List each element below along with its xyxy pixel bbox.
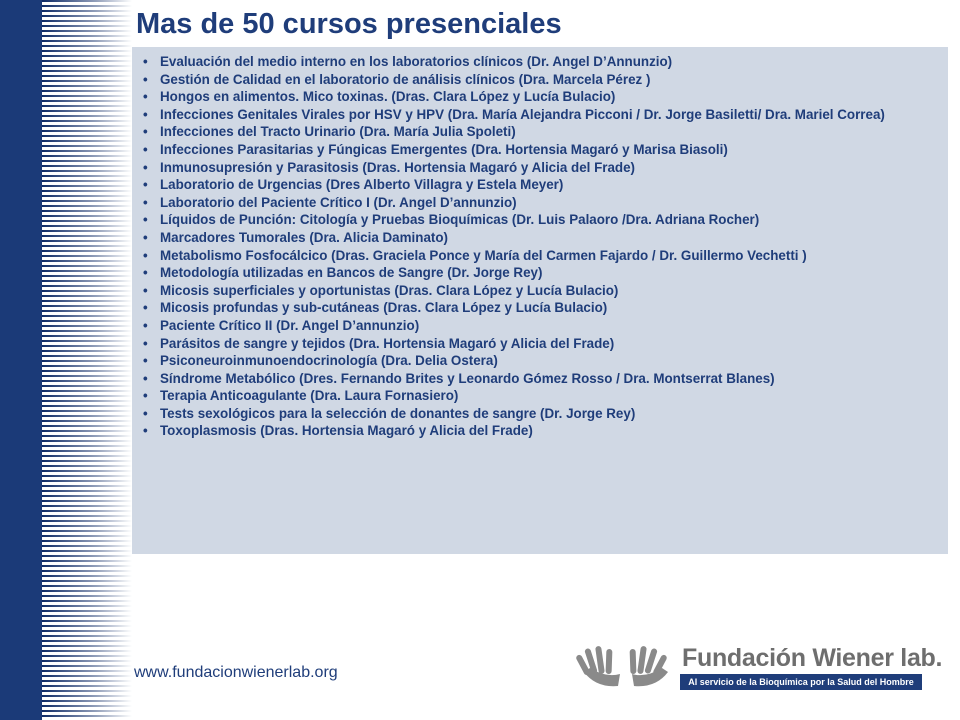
bullet-icon: • bbox=[143, 370, 148, 386]
course-text: Infecciones Parasitarias y Fúngicas Emergentes (Dra. Hortensia Magaró y Marisa Biasoli) bbox=[160, 141, 728, 157]
left-blue-band bbox=[0, 0, 42, 720]
course-item bbox=[132, 422, 948, 440]
bullet-icon: • bbox=[143, 177, 148, 193]
bullet-icon: • bbox=[143, 388, 148, 404]
course-item bbox=[132, 141, 948, 159]
course-text: Evaluación del medio interno en los laboratorios clínicos (Dr. Angel D’Annunzio) bbox=[160, 54, 673, 69]
bullet-icon: • bbox=[143, 106, 148, 122]
course-text: Infecciones Genitales Virales por HSV y HPV (Dra. María Alejandra Picconi / Dr. Jorge Basiletti/ Dra. Mariel Correa) bbox=[160, 106, 885, 122]
logo-tagline: Al servicio de la Bioquímica por la Salud del Hombre bbox=[680, 674, 922, 690]
bullet-icon: • bbox=[143, 265, 148, 281]
course-item bbox=[132, 264, 948, 282]
course-item bbox=[132, 211, 948, 229]
course-item bbox=[132, 405, 948, 423]
course-item bbox=[132, 282, 948, 300]
course-text: Paciente Crítico II (Dr. Angel D’annunzio) bbox=[160, 317, 420, 333]
course-item bbox=[132, 317, 948, 335]
course-item bbox=[132, 387, 948, 405]
course-text: Síndrome Metabólico (Dres. Fernando Brites y Leonardo Gómez Rosso / Dra. Montserrat Blanes) bbox=[160, 370, 775, 386]
course-text: Líquidos de Punción: Citología y Pruebas Bioquímicas (Dr. Luis Palaoro /Dra. Adriana Rocher) bbox=[160, 212, 760, 228]
bullet-icon: • bbox=[143, 141, 148, 157]
logo-name: Fundación Wiener lab. bbox=[682, 644, 943, 672]
course-item bbox=[132, 176, 948, 194]
bullet-icon: • bbox=[143, 247, 148, 263]
course-item bbox=[132, 88, 948, 106]
bullet-icon: • bbox=[143, 353, 148, 369]
course-item bbox=[132, 229, 948, 247]
course-text: Infecciones del Tracto Urinario (Dra. María Julia Spoleti) bbox=[160, 124, 516, 140]
course-text: Metabolismo Fosfocálcico (Dras. Graciela Ponce y María del Carmen Fajardo / Dr. Guillermo Vechetti ) bbox=[160, 247, 807, 263]
bullet-icon: • bbox=[143, 212, 148, 228]
course-text: Micosis superficiales y oportunistas (Dras. Clara López y Lucía Bulacio) bbox=[160, 282, 619, 298]
course-item bbox=[132, 299, 948, 317]
course-text: Hongos en alimentos. Mico toxinas. (Dras. Clara López y Lucía Bulacio) bbox=[160, 89, 616, 105]
bullet-icon: • bbox=[143, 405, 148, 421]
bullet-icon: • bbox=[143, 194, 148, 210]
bullet-icon: • bbox=[143, 229, 148, 245]
course-text: Tests sexológicos para la selección de donantes de sangre (Dr. Jorge Rey) bbox=[160, 405, 636, 421]
course-text: Laboratorio del Paciente Crítico I (Dr. Angel D’annunzio) bbox=[160, 194, 517, 210]
bullet-icon: • bbox=[143, 159, 148, 175]
courses-panel bbox=[132, 47, 948, 554]
bullet-icon: • bbox=[143, 317, 148, 333]
course-item bbox=[132, 159, 948, 177]
bullet-icon: • bbox=[143, 54, 148, 69]
course-item bbox=[132, 123, 948, 141]
course-item bbox=[132, 53, 948, 71]
course-item bbox=[132, 106, 948, 124]
course-text: Psiconeuroinmunoendocrinología (Dra. Delia Ostera) bbox=[160, 353, 498, 369]
course-item bbox=[132, 335, 948, 353]
course-item bbox=[132, 71, 948, 89]
bullet-icon: • bbox=[143, 71, 148, 87]
bullet-icon: • bbox=[143, 423, 148, 439]
course-text: Gestión de Calidad en el laboratorio de análisis clínicos (Dra. Marcela Pérez ) bbox=[160, 71, 651, 87]
course-text: Metodología utilizadas en Bancos de Sangre (Dr. Jorge Rey) bbox=[160, 265, 543, 281]
course-item bbox=[132, 370, 948, 388]
bullet-icon: • bbox=[143, 89, 148, 105]
bullet-icon: • bbox=[143, 282, 148, 298]
bullet-icon: • bbox=[143, 335, 148, 351]
slide-title: Mas de 50 cursos presenciales bbox=[136, 8, 562, 40]
website-url[interactable]: www.fundacionwienerlab.org bbox=[134, 664, 338, 681]
course-item bbox=[132, 247, 948, 265]
bullet-icon: • bbox=[143, 300, 148, 316]
fundacion-logo bbox=[576, 644, 943, 690]
course-list bbox=[132, 47, 948, 440]
hands-icon bbox=[576, 644, 676, 690]
course-text: Terapia Anticoagulante (Dra. Laura Fornasiero) bbox=[160, 388, 459, 404]
course-text: Micosis profundas y sub-cutáneas (Dras. Clara López y Lucía Bulacio) bbox=[160, 300, 608, 316]
course-text: Marcadores Tumorales (Dra. Alicia Daminato) bbox=[160, 229, 448, 245]
striped-decoration-fade bbox=[42, 0, 132, 720]
course-item bbox=[132, 194, 948, 212]
course-item bbox=[132, 352, 948, 370]
bullet-icon: • bbox=[143, 124, 148, 140]
course-text: Toxoplasmosis (Dras. Hortensia Magaró y Alicia del Frade) bbox=[160, 423, 533, 439]
course-text: Laboratorio de Urgencias (Dres Alberto Villagra y Estela Meyer) bbox=[160, 177, 564, 193]
course-text: Parásitos de sangre y tejidos (Dra. Hortensia Magaró y Alicia del Frade) bbox=[160, 335, 615, 351]
course-text: Inmunosupresión y Parasitosis (Dras. Hortensia Magaró y Alicia del Frade) bbox=[160, 159, 636, 175]
